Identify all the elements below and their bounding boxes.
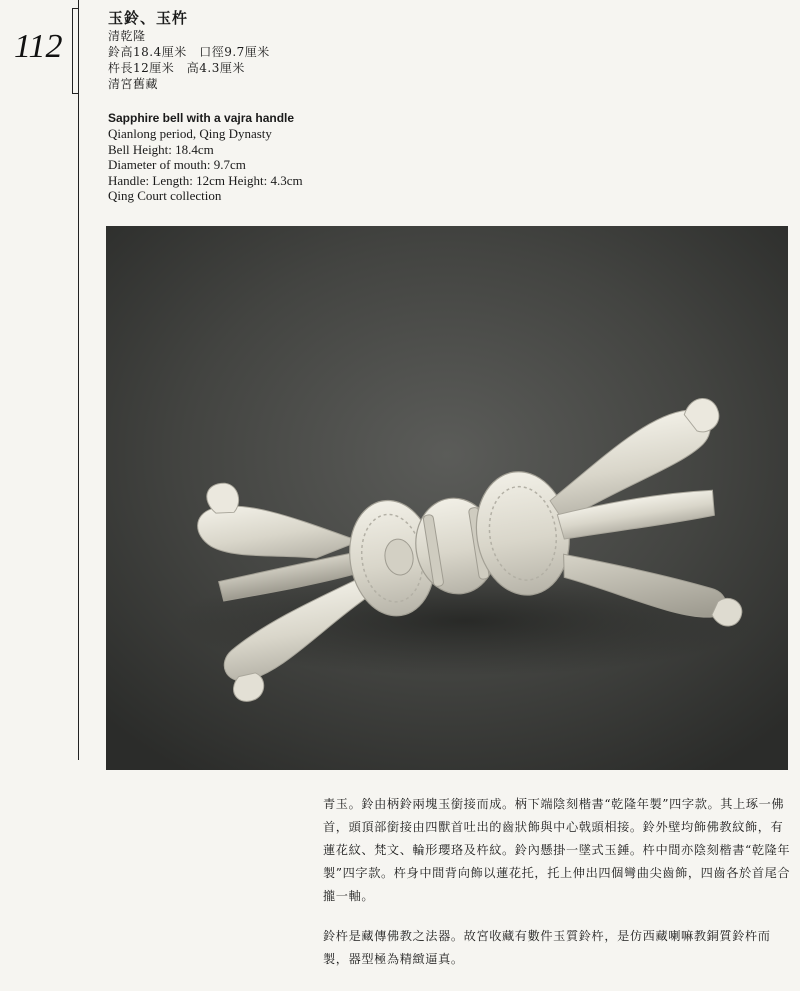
chinese-period: 清乾隆 (108, 29, 146, 43)
catalog-number: 112 (14, 28, 63, 65)
english-mouth-diameter: Diameter of mouth: 9.7cm (108, 157, 246, 172)
english-handle-dimensions: Handle: Length: 12cm Height: 4.3cm (108, 172, 303, 188)
english-collection: Qing Court collection (108, 188, 222, 203)
description-paragraph: 青玉。鈴由柄鈴兩塊玉銜接而成。柄下端陰刻楷書“乾隆年製”四字款。其上琢一佛首，頭頂部銜接由四獸首吐出的齒狀飾與中心戟頭相接。鈴外壁均飾佛教紋飾，有蓮花紋、梵文、輪形瓔珞及杵紋。鈴內懸掛一墜式玉錘。杵中間亦陰刻楷書“乾隆年製”四字款。杵身中間背向飾以蓮花托，托上伸出四個彎曲尖齒飾，四齒各於首尾合攏一軸。 (323, 797, 791, 903)
chinese-collection: 清宮舊藏 (108, 77, 159, 91)
vajra-illustration (106, 226, 788, 770)
description-paragraph: 鈴杵是藏傳佛教之法器。故宮收藏有數件玉質鈴杵，是仿西藏喇嘛教銅質鈴杵而製，器型極為精緻逼真。 (323, 929, 771, 966)
chinese-handle-dimensions: 杵長12厘米 高4.3厘米 (108, 61, 245, 75)
chinese-caption (108, 8, 270, 92)
english-title: Sapphire bell with a vajra handle (108, 111, 295, 125)
english-caption (108, 110, 303, 204)
description (323, 793, 793, 971)
chinese-bell-dimensions: 鈴高18.4厘米 口徑9.7厘米 (108, 45, 270, 59)
vajra-photograph (106, 226, 788, 770)
chinese-title: 玉鈴、玉杵 (108, 9, 189, 27)
margin-rule (78, 0, 79, 760)
english-bell-height: Bell Height: 18.4cm (108, 141, 214, 157)
english-period: Qianlong period, Qing Dynasty (108, 126, 272, 141)
number-bracket (72, 8, 78, 94)
